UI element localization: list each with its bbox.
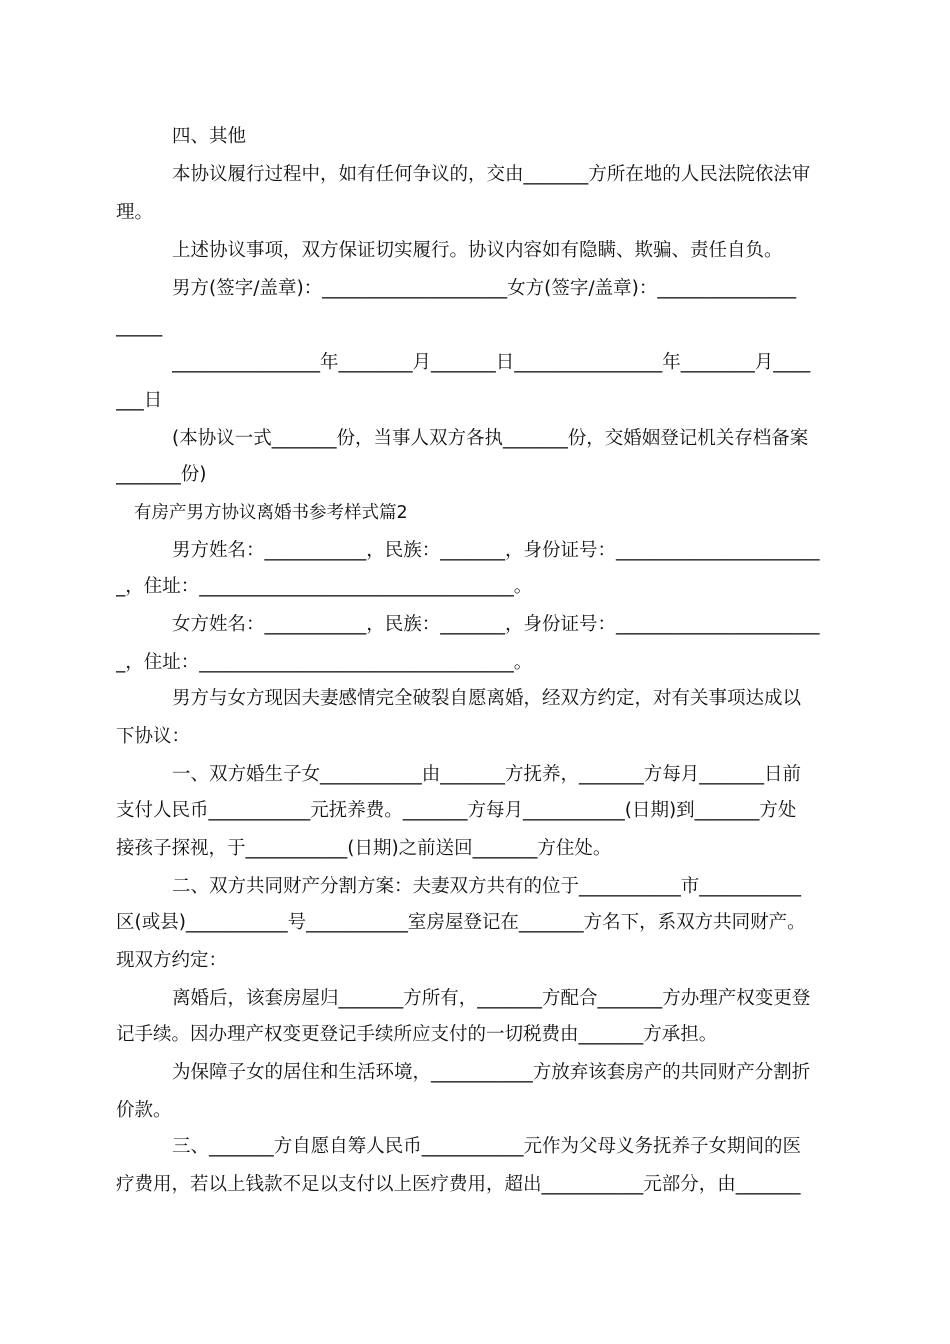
house-clause-line-1: 离婚后，该套房屋归_______方所有，_______方配合_______方办理产权变更登 [172,988,811,1009]
medical-clause-line-2: 疗费用，若以上钱款不足以支付以上医疗费用，超出___________元部分，由_______ [116,1174,801,1195]
waive-clause-line-1: 为保障子女的居住和生活环境，___________方放弃该套房产的共同财产分割折 [172,1062,811,1083]
male-info-line-2: _，住址：__________________________________。 [116,576,533,597]
property-clause-line-1: 二、双方共同财产分割方案：夫妻双方共有的位于___________市___________ [172,876,802,897]
intro-line-1: 男方与女方现因夫妻感情完全破裂自愿离婚，经双方约定，对有关事项达成以 [172,688,802,709]
section-four-heading: 四、其他 [172,126,247,147]
article-title: 有房产男方协议离婚书参考样式篇2 [134,503,408,523]
property-clause-line-2: 区(或县)___________号___________室房屋登记在_______方名下，系双方共同财产。 [116,912,806,933]
date-line-1: ________________年________月_______日________________年________月____ [172,352,811,373]
child-clause-line-1: 一、双方婚生子女___________由_______方抚养，_______方每月_______日前 [172,764,802,785]
copies-line-1: (本协议一式_______份，当事人双方各执_______份，交婚姻登记机关存档备案 [172,428,809,449]
waive-clause-line-2: 价款。 [116,1100,172,1121]
property-clause-line-3: 现双方约定： [116,950,228,971]
signature-line-2: _____ [116,316,163,337]
female-info-line-2: _，住址：__________________________________。 [116,652,533,673]
copies-line-2: _______份) [116,464,207,485]
signature-line-1: 男方(签字/盖章)：____________________女方(签字/盖章)：_______________ [172,278,797,299]
child-clause-line-3: 接孩子探视，于___________(日期)之前送回_______方住处。 [116,838,612,859]
date-line-2: ___日 [116,390,163,411]
paragraph-dispute-line-1: 本协议履行过程中，如有任何争议的，交由_______方所在地的人民法院依法审 [172,164,811,185]
paragraph-guarantee: 上述协议事项，双方保证切实履行。协议内容如有隐瞒、欺骗、责任自负。 [172,240,783,261]
house-clause-line-2: 记手续。因办理产权变更登记手续所应支付的一切税费由_______方承担。 [116,1024,718,1045]
child-clause-line-2: 支付人民币___________元抚养费。_______方每月___________(日期)到_______方处 [116,800,797,821]
intro-line-2: 下协议： [116,726,191,747]
male-info-line-1: 男方姓名：___________，民族：_______，身份证号：______________________ [172,540,820,561]
medical-clause-line-1: 三、_______方自愿自筹人民币___________元作为父母义务抚养子女期间的医 [172,1136,802,1157]
paragraph-dispute-line-2: 理。 [116,202,154,223]
female-info-line-1: 女方姓名：___________，民族：_______，身份证号：______________________ [172,614,820,635]
